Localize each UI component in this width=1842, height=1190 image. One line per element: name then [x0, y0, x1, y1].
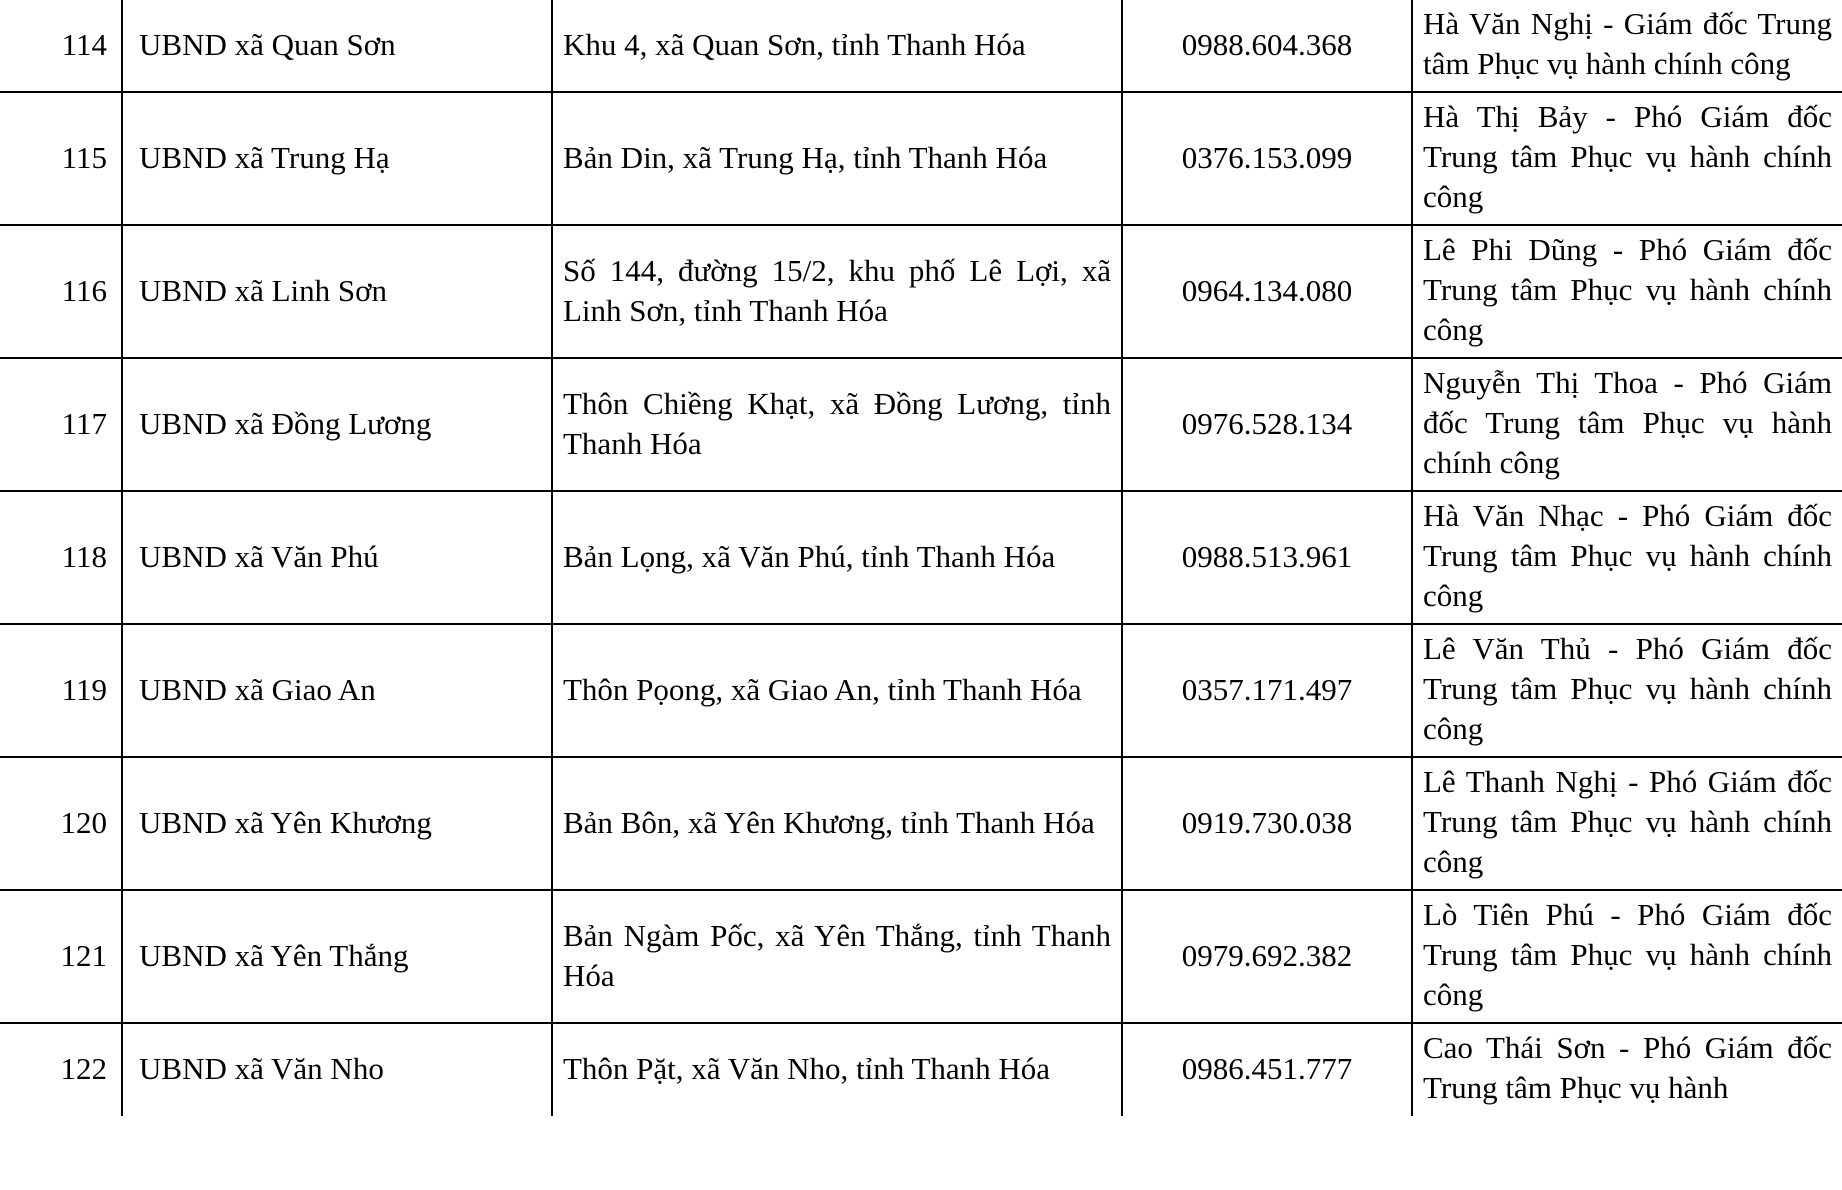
row-index: 120: [0, 757, 122, 890]
row-person: Hà Văn Nhạc - Phó Giám đốc Trung tâm Phục vụ hành chính công: [1412, 491, 1842, 624]
table-row: [0, 1023, 1842, 1115]
table-row: [0, 491, 1842, 624]
row-phone: 0988.513.961: [1122, 491, 1412, 624]
row-organization: UBND xã Yên Thắng: [122, 890, 552, 1023]
row-phone: 0979.692.382: [1122, 890, 1412, 1023]
table-row: [0, 225, 1842, 358]
row-phone: 0376.153.099: [1122, 92, 1412, 225]
row-address: Bản Bôn, xã Yên Khương, tỉnh Thanh Hóa: [552, 757, 1122, 890]
row-address: Bản Lọng, xã Văn Phú, tỉnh Thanh Hóa: [552, 491, 1122, 624]
row-address: Bản Din, xã Trung Hạ, tỉnh Thanh Hóa: [552, 92, 1122, 225]
table-row: [0, 757, 1842, 890]
row-address: Khu 4, xã Quan Sơn, tỉnh Thanh Hóa: [552, 0, 1122, 92]
row-organization: UBND xã Giao An: [122, 624, 552, 757]
row-index: 114: [0, 0, 122, 92]
row-organization: UBND xã Trung Hạ: [122, 92, 552, 225]
row-index: 119: [0, 624, 122, 757]
row-person: Lê Thanh Nghị - Phó Giám đốc Trung tâm Phục vụ hành chính công: [1412, 757, 1842, 890]
table-row: [0, 358, 1842, 491]
row-phone: 0357.171.497: [1122, 624, 1412, 757]
row-index: 117: [0, 358, 122, 491]
row-person: Cao Thái Sơn - Phó Giám đốc Trung tâm Phục vụ hành: [1412, 1023, 1842, 1115]
row-index: 118: [0, 491, 122, 624]
row-organization: UBND xã Đồng Lương: [122, 358, 552, 491]
row-address: Thôn Pặt, xã Văn Nho, tỉnh Thanh Hóa: [552, 1023, 1122, 1115]
row-organization: UBND xã Yên Khương: [122, 757, 552, 890]
row-address: Số 144, đường 15/2, khu phố Lê Lợi, xã Linh Sơn, tỉnh Thanh Hóa: [552, 225, 1122, 358]
row-index: 116: [0, 225, 122, 358]
table-row: [0, 92, 1842, 225]
row-person: Lò Tiên Phú - Phó Giám đốc Trung tâm Phục vụ hành chính công: [1412, 890, 1842, 1023]
table-row: [0, 624, 1842, 757]
table-row: [0, 890, 1842, 1023]
row-address: Thôn Pọong, xã Giao An, tỉnh Thanh Hóa: [552, 624, 1122, 757]
row-phone: 0919.730.038: [1122, 757, 1412, 890]
row-phone: 0976.528.134: [1122, 358, 1412, 491]
row-index: 115: [0, 92, 122, 225]
row-person: Lê Phi Dũng - Phó Giám đốc Trung tâm Phục vụ hành chính công: [1412, 225, 1842, 358]
row-person: Hà Văn Nghị - Giám đốc Trung tâm Phục vụ hành chính công: [1412, 0, 1842, 92]
row-index: 121: [0, 890, 122, 1023]
row-person: Lê Văn Thủ - Phó Giám đốc Trung tâm Phục vụ hành chính công: [1412, 624, 1842, 757]
row-organization: UBND xã Văn Nho: [122, 1023, 552, 1115]
table-row: [0, 0, 1842, 92]
row-phone: 0988.604.368: [1122, 0, 1412, 92]
row-person: Hà Thị Bảy - Phó Giám đốc Trung tâm Phục vụ hành chính công: [1412, 92, 1842, 225]
row-person: Nguyễn Thị Thoa - Phó Giám đốc Trung tâm Phục vụ hành chính công: [1412, 358, 1842, 491]
row-organization: UBND xã Văn Phú: [122, 491, 552, 624]
row-organization: UBND xã Linh Sơn: [122, 225, 552, 358]
row-organization: UBND xã Quan Sơn: [122, 0, 552, 92]
row-address: Bản Ngàm Pốc, xã Yên Thắng, tỉnh Thanh Hóa: [552, 890, 1122, 1023]
row-address: Thôn Chiềng Khạt, xã Đồng Lương, tỉnh Thanh Hóa: [552, 358, 1122, 491]
row-phone: 0986.451.777: [1122, 1023, 1412, 1115]
row-phone: 0964.134.080: [1122, 225, 1412, 358]
row-index: 122: [0, 1023, 122, 1115]
